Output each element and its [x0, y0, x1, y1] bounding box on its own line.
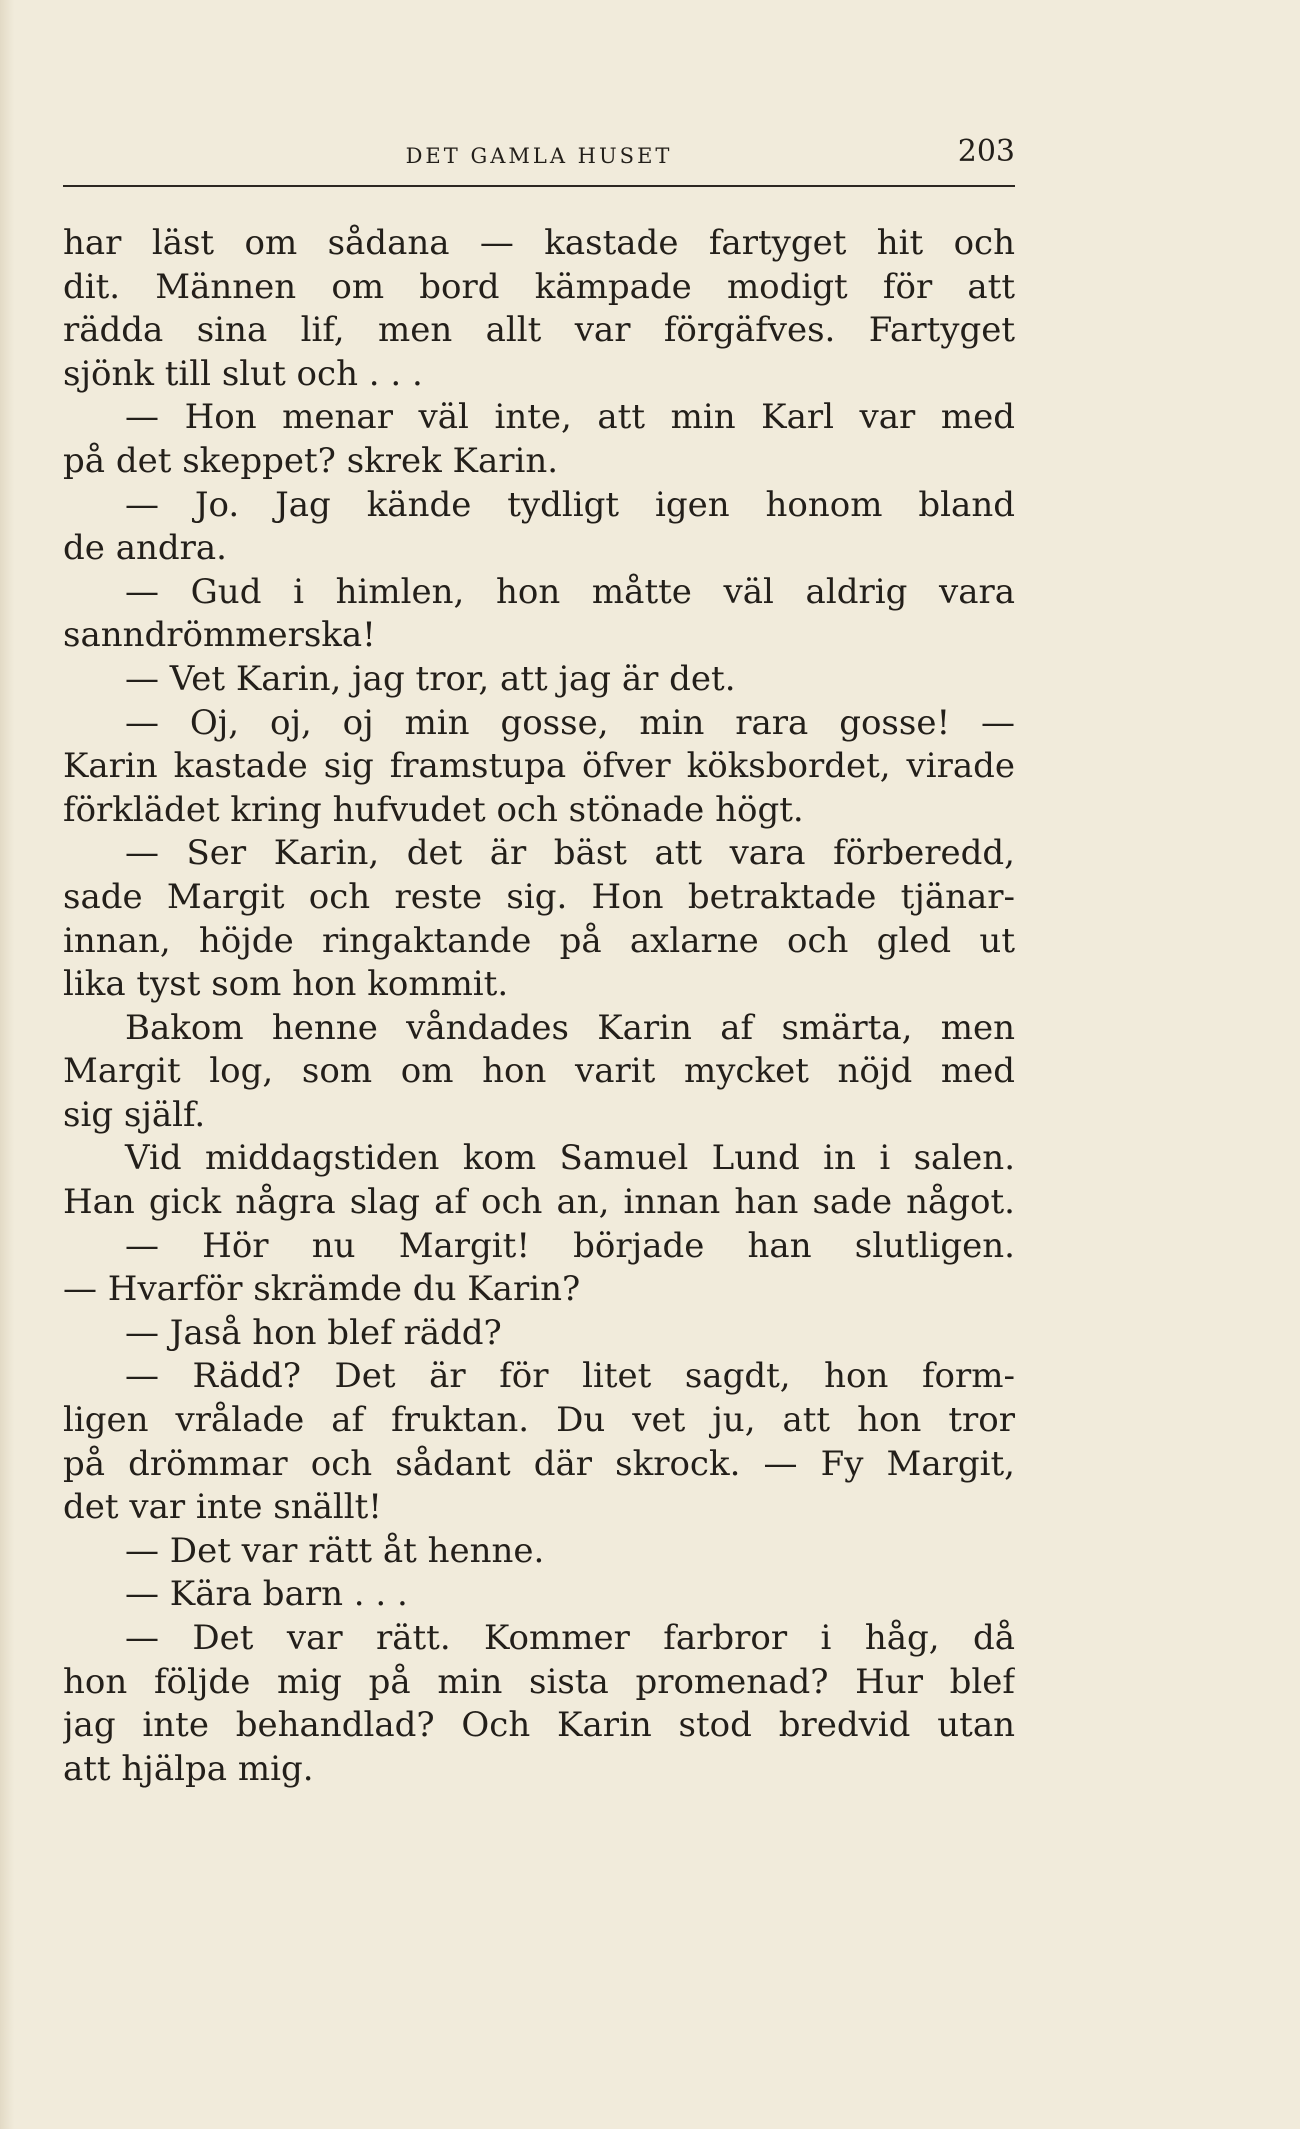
text-line: — Det var rätt. Kommer farbror i håg, då — [125, 1618, 1015, 1658]
text-line: Bakom henne våndades Karin af smärta, men — [125, 1007, 1015, 1048]
text-line: — Ser Karin, det är bäst att vara förberedd, — [125, 833, 1015, 874]
page-header — [63, 134, 1015, 174]
body-text — [63, 222, 1015, 1791]
text-line: — Rädd? Det är för litet sagdt, hon form- — [125, 1356, 1015, 1397]
text-line: dit. Männen om bord kämpade modigt för att — [63, 266, 1015, 307]
text-line: lika tyst som hon kommit. — [63, 964, 509, 1005]
text-line: Margit log, som om hon varit mycket nöjd med — [63, 1051, 1015, 1092]
text-line: innan, höjde ringaktande på axlarne och gled ut — [63, 920, 1015, 961]
text-line: på det skeppet? skrek Karin. — [63, 440, 559, 481]
page-number: 203 — [957, 134, 1015, 169]
text-line: — Hon menar väl inte, att min Karl var med — [125, 397, 1015, 438]
text-line: det var inte snällt! — [63, 1487, 382, 1528]
text-line: Vid middagstiden kom Samuel Lund in i salen. — [125, 1138, 1015, 1179]
text-line: ligen vrålade af fruktan. Du vet ju, att hon tror — [63, 1400, 1015, 1441]
text-line: — Jaså hon blef rädd? — [125, 1312, 502, 1353]
text-line: — Hör nu Margit! började han slutligen. — [125, 1225, 1015, 1266]
text-line: — Hvarför skrämde du Karin? — [63, 1269, 581, 1310]
text-line: hon följde mig på min sista promenad? Hur blef — [63, 1661, 1015, 1702]
text-line: rädda sina lif, men allt var förgäfves. Fartyget — [63, 310, 1015, 351]
text-line: — Gud i himlen, hon måtte väl aldrig vara — [125, 571, 1015, 612]
page-edge-shadow — [0, 0, 14, 2129]
text-line: — Jo. Jag kände tydligt igen honom bland — [125, 484, 1015, 525]
text-line: sjönk till slut och . . . — [63, 353, 423, 394]
text-line: sig själf. — [63, 1094, 206, 1135]
text-line: — Vet Karin, jag tror, att jag är det. — [125, 658, 736, 699]
text-line: Karin kastade sig framstupa öfver köksbordet, virade — [63, 746, 1015, 787]
text-line: sade Margit och reste sig. Hon betraktade tjänar- — [63, 876, 1015, 917]
text-line: sanndrömmerska! — [63, 615, 376, 656]
header-rule — [63, 185, 1015, 187]
running-title: DET GAMLA HUSET — [405, 144, 673, 168]
text-line: — Oj, oj, oj min gosse, min rara gosse! — — [125, 702, 1015, 743]
text-line: att hjälpa mig. — [63, 1748, 314, 1789]
text-line: de andra. — [63, 528, 227, 569]
text-line: på drömmar och sådant där skrock. — Fy Margit, — [63, 1443, 1015, 1484]
text-line: förklädet kring hufvudet och stönade högt. — [63, 789, 804, 830]
text-line: Han gick några slag af och an, innan han sade något. — [63, 1182, 1015, 1223]
text-line: jag inte behandlad? Och Karin stod bredvid utan — [63, 1705, 1015, 1746]
text-line: — Kära barn . . . — [125, 1574, 408, 1615]
text-line: — Det var rätt åt henne. — [125, 1530, 545, 1571]
text-line: har läst om sådana — kastade fartyget hit och — [63, 223, 1015, 263]
